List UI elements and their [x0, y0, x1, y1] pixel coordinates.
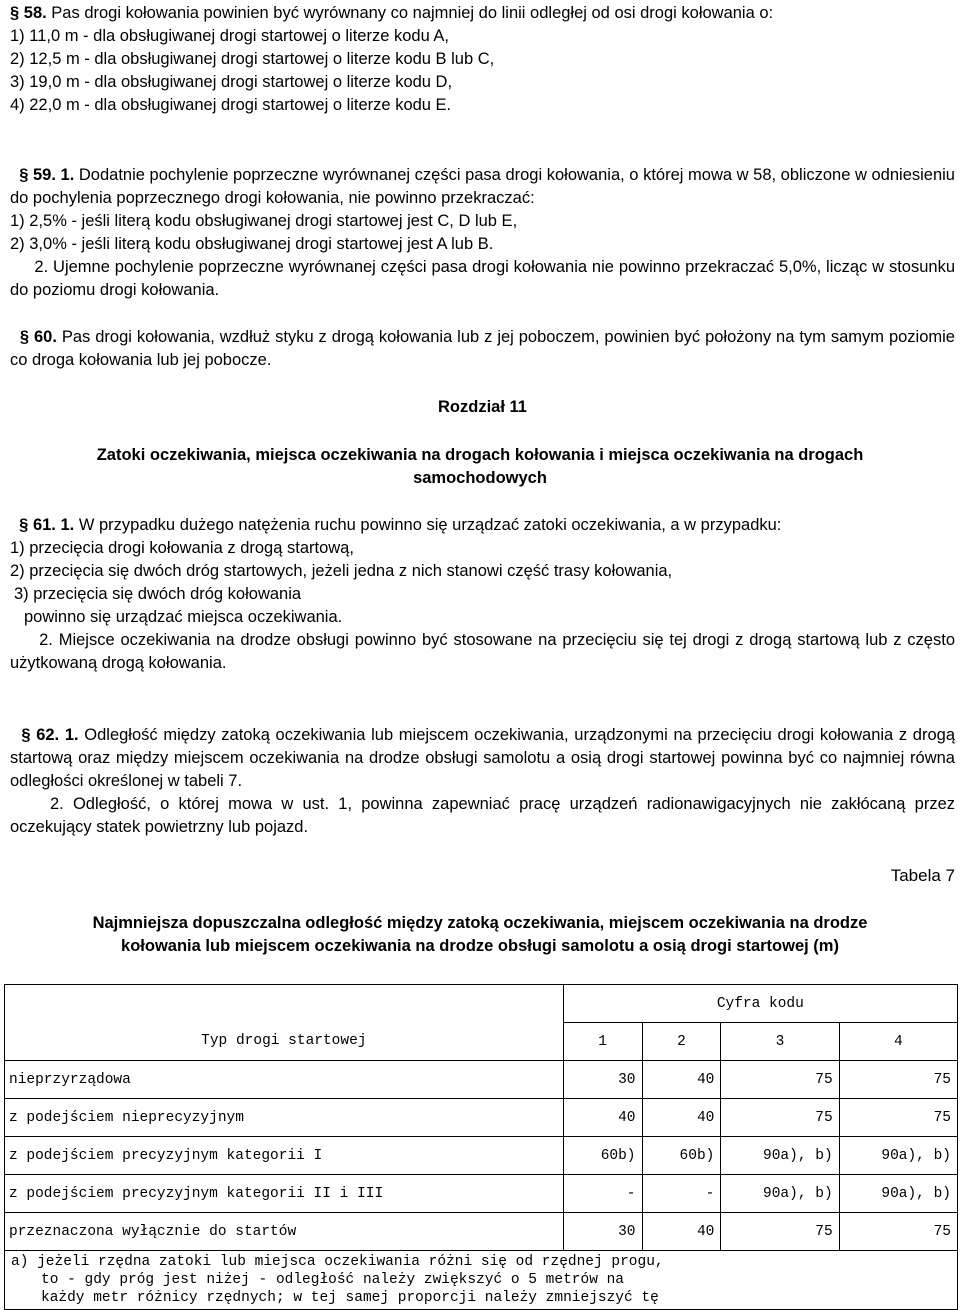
value-cell: 90a), b): [721, 1175, 839, 1213]
list-item: 3) 19,0 m - dla obsługiwanej drogi startowej o literze kodu D,: [10, 73, 453, 91]
list-item: 1) 2,5% - jeśli literą kodu obsługiwanej drogi startowej jest C, D lub E,: [10, 212, 518, 230]
section-number: § 59. 1.: [10, 166, 75, 184]
section-number: § 60.: [10, 328, 57, 346]
value-cell: 30: [563, 1061, 642, 1099]
section-62: [10, 724, 955, 839]
section-59: [10, 164, 955, 302]
list-item: 2) przecięcia się dwóch dróg startowych, jeżeli jedna z nich stanowi część trasy kołowania,: [10, 562, 673, 580]
table-header-row: [5, 1023, 958, 1061]
table-row: [5, 1213, 958, 1251]
code-header: 2: [642, 1023, 721, 1061]
code-header: 1: [563, 1023, 642, 1061]
value-cell: 75: [839, 1061, 957, 1099]
value-cell: 40: [642, 1213, 721, 1251]
runway-type-cell: z podejściem precyzyjnym kategorii II i III: [5, 1175, 564, 1213]
runway-type-cell: nieprzyrządowa: [5, 1061, 564, 1099]
list-item: 2) 12,5 m - dla obsługiwanej drogi startowej o literze kodu B lub C,: [10, 50, 495, 68]
value-cell: -: [642, 1175, 721, 1213]
section-58: [10, 2, 955, 117]
value-cell: 75: [839, 1099, 957, 1137]
runway-type-cell: przeznaczona wyłącznie do startów: [5, 1213, 564, 1251]
table-title: Najmniejsza dopuszczalna odległość między zatoką oczekiwania, miejscem oczekiwania na drodze kołowania lub miejscem oczekiwania na drodze obsługi samolotu a osią drogi startowej (m): [92, 914, 868, 955]
value-cell: -: [563, 1175, 642, 1213]
value-cell: 60b): [563, 1137, 642, 1175]
chapter-subtitle: Zatoki oczekiwania, miejsca oczekiwania na drogach kołowania i miejsca oczekiwania na drogach samochodowych: [96, 446, 864, 487]
code-group-header: Cyfra kodu: [563, 985, 957, 1023]
runway-type-header: Typ drogi startowej: [5, 1023, 564, 1061]
list-item: 1) 11,0 m - dla obsługiwanej drogi startowej o literze kodu A,: [10, 27, 450, 45]
list-item: 2) 3,0% - jeśli literą kodu obsługiwanej drogi startowej jest A lub B.: [10, 235, 494, 253]
paragraph-number: 2.: [39, 631, 53, 649]
table-row: [5, 1099, 958, 1137]
section-text: Pas drogi kołowania, wzdłuż styku z drogą kołowania lub z jej poboczem, powinien być położony na tym samym poziomie co droga kołowania lub jej pobocze.: [10, 328, 955, 369]
table-footnote-row: [5, 1251, 958, 1310]
value-cell: 75: [721, 1099, 839, 1137]
value-cell: 90a), b): [721, 1137, 839, 1175]
value-cell: 75: [839, 1213, 957, 1251]
table-row: [5, 1137, 958, 1175]
runway-type-cell: z podejściem precyzyjnym kategorii I: [5, 1137, 564, 1175]
code-header: 3: [721, 1023, 839, 1061]
value-cell: 40: [563, 1099, 642, 1137]
list-item: 3) przecięcia się dwóch dróg kołowania: [14, 585, 302, 603]
value-cell: 75: [721, 1213, 839, 1251]
value-cell: 60b): [642, 1137, 721, 1175]
section-number: § 61. 1.: [10, 516, 75, 534]
section-text: Dodatnie pochylenie poprzeczne wyrównanej części pasa drogi kołowania, o której mowa w 58, obliczone w odniesieniu do pochylenia poprzecznego drogi kołowania, nie powinno przekraczać:: [10, 166, 955, 207]
chapter-heading: [10, 396, 955, 419]
list-tail: powinno się urządzać miejsca oczekiwania.: [24, 608, 343, 626]
table-footnote: a) jeżeli rzędna zatoki lub miejsca oczekiwania różni się od rzędnej progu, to - gdy próg jest niżej - odległość należy zwiększyć o 5 metrów na każdy metr różnicy rzędnych; w tej samej proporcji należy zmniejszyć tę: [5, 1251, 958, 1310]
code-header: 4: [839, 1023, 957, 1061]
section-number: § 62. 1.: [10, 726, 79, 744]
section-text: 2. Odległość, o której mowa w ust. 1, powinna zapewniać pracę urządzeń radionawigacyjnych nie zakłócaną przez oczekujący statek powietrzny lub pojazd.: [10, 795, 955, 836]
list-item: 4) 22,0 m - dla obsługiwanej drogi startowej o literze kodu E.: [10, 96, 452, 114]
section-text: Pas drogi kołowania powinien być wyrównany co najmniej do linii odległej od osi drogi kołowania o:: [51, 4, 774, 22]
table-label: Tabela 7: [890, 866, 955, 885]
section-text: Miejsce oczekiwania na drodze obsługi powinno być stosowane na przecięciu się tej drogi z drogą startową lub z często użytkowaną drogą kołowania.: [10, 631, 955, 672]
value-cell: 30: [563, 1213, 642, 1251]
section-text: Odległość między zatoką oczekiwania lub miejscem oczekiwania, urządzonymi na przecięciu drogi kołowania z drogą startową oraz między miejscem oczekiwania na drodze obsługi samolotu a osią drogi startowej powinna być co najmniej równa odległości określonej w tabeli 7.: [10, 726, 956, 790]
table-header-row: [5, 985, 958, 1023]
value-cell: 40: [642, 1099, 721, 1137]
section-text: W przypadku dużego natężenia ruchu powinno się urządzać zatoki oczekiwania, a w przypadku:: [78, 516, 782, 534]
value-cell: 90a), b): [839, 1137, 957, 1175]
distance-table: [4, 984, 958, 1310]
table-row: [5, 1175, 958, 1213]
section-61: [10, 514, 955, 675]
paragraph-number: 2.: [34, 258, 49, 276]
section-number: § 58.: [10, 4, 47, 22]
list-item: 1) przecięcia drogi kołowania z drogą startową,: [10, 539, 354, 557]
section-text: Ujemne pochylenie poprzeczne wyrównanej części pasa drogi kołowania nie powinno przekraczać 5,0%, licząc w stosunku do poziomu drogi kołowania.: [10, 258, 956, 299]
value-cell: 90a), b): [839, 1175, 957, 1213]
chapter-title: Rozdział 11: [438, 398, 527, 416]
runway-type-cell: z podejściem nieprecyzyjnym: [5, 1099, 564, 1137]
table-row: [5, 1061, 958, 1099]
value-cell: 40: [642, 1061, 721, 1099]
section-60: [10, 326, 955, 372]
value-cell: 75: [721, 1061, 839, 1099]
